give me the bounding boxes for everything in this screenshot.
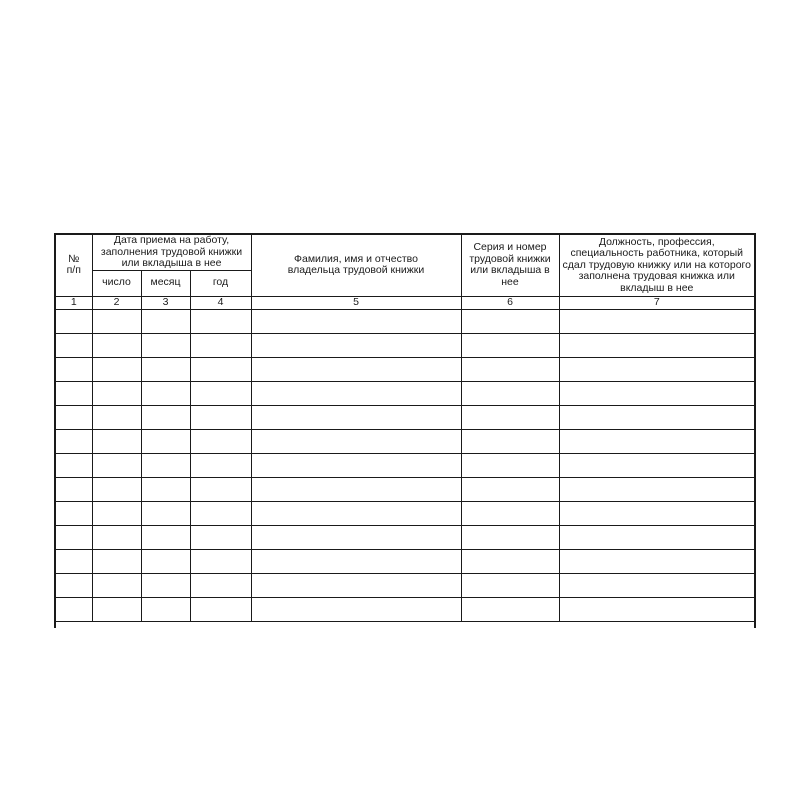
table-row: [56, 501, 754, 525]
table-cell[interactable]: [251, 525, 461, 549]
table-row: [56, 597, 754, 621]
table-cell[interactable]: [190, 573, 251, 597]
table-row: [56, 573, 754, 597]
table-row: [56, 525, 754, 549]
header-position-label: Должность, профессия, специальность работника, который сдал трудовую книжку или на которого заполнена трудовая книжка или вкладыш в нее: [562, 235, 751, 294]
header-month-label: месяц: [150, 276, 181, 289]
table-cell[interactable]: [141, 573, 190, 597]
table-cell[interactable]: [251, 453, 461, 477]
table-body: [56, 309, 754, 621]
table-cell[interactable]: [92, 501, 141, 525]
table-cell[interactable]: [251, 309, 461, 333]
table-cell[interactable]: [56, 477, 92, 501]
table-row: [56, 309, 754, 333]
table-cell[interactable]: [56, 453, 92, 477]
header-month: [141, 270, 190, 296]
table-header: [56, 235, 754, 309]
table-cell[interactable]: [251, 357, 461, 381]
table-cell[interactable]: [559, 405, 754, 429]
table-cell[interactable]: [559, 477, 754, 501]
table-cell[interactable]: [251, 501, 461, 525]
table-row: [56, 453, 754, 477]
table-cell[interactable]: [56, 597, 92, 621]
table-cell[interactable]: [56, 309, 92, 333]
table-row: [56, 381, 754, 405]
table-cell[interactable]: [190, 477, 251, 501]
table-cell[interactable]: [56, 381, 92, 405]
table-cell[interactable]: [141, 549, 190, 573]
column-number: 7: [559, 296, 754, 309]
table-cell[interactable]: [461, 573, 559, 597]
table-row: [56, 357, 754, 381]
table-cell[interactable]: [251, 597, 461, 621]
table-cell[interactable]: [251, 333, 461, 357]
table-cell[interactable]: [251, 405, 461, 429]
table-cell[interactable]: [251, 549, 461, 573]
table-cell[interactable]: [92, 333, 141, 357]
table-cell[interactable]: [251, 477, 461, 501]
table-cell[interactable]: [461, 453, 559, 477]
table-cell[interactable]: [190, 333, 251, 357]
table-cell[interactable]: [251, 381, 461, 405]
header-full-name-label: Фамилия, имя и отчество владельца трудовой книжки: [287, 252, 425, 277]
table-cell[interactable]: [559, 429, 754, 453]
table-cell[interactable]: [190, 429, 251, 453]
table-cell[interactable]: [559, 501, 754, 525]
header-date-group-label: Дата приема на работу, заполнения трудовой книжки или вкладыша в нее: [100, 235, 243, 269]
table-cell[interactable]: [141, 477, 190, 501]
table-cell[interactable]: [92, 405, 141, 429]
table-cell[interactable]: [141, 309, 190, 333]
column-numbers-row: [56, 296, 754, 309]
header-row-number-label: № п/п: [66, 252, 81, 277]
table-cell[interactable]: [92, 381, 141, 405]
table-cell[interactable]: [56, 573, 92, 597]
header-day: [92, 270, 141, 296]
table-cell[interactable]: [92, 573, 141, 597]
header-series-number: [461, 235, 559, 296]
table-row: [56, 333, 754, 357]
table-cell[interactable]: [559, 573, 754, 597]
table-cell[interactable]: [141, 453, 190, 477]
table-cell[interactable]: [190, 525, 251, 549]
table-cell[interactable]: [461, 357, 559, 381]
table-cell[interactable]: [461, 549, 559, 573]
table-cell[interactable]: [559, 309, 754, 333]
header-year: [190, 270, 251, 296]
table-cell[interactable]: [461, 333, 559, 357]
table-cell[interactable]: [56, 525, 92, 549]
table-cell[interactable]: [559, 525, 754, 549]
column-number: 4: [190, 296, 251, 309]
table-cell[interactable]: [141, 501, 190, 525]
table-cell[interactable]: [190, 453, 251, 477]
table-cell[interactable]: [92, 549, 141, 573]
table-cell[interactable]: [56, 405, 92, 429]
table-cell[interactable]: [92, 453, 141, 477]
table-cell[interactable]: [559, 597, 754, 621]
header-row-number: [56, 235, 92, 296]
table-cell[interactable]: [461, 405, 559, 429]
column-number: 1: [56, 296, 92, 309]
table-cell[interactable]: [190, 309, 251, 333]
header-full-name: [251, 235, 461, 296]
table-cell[interactable]: [92, 525, 141, 549]
table-cell[interactable]: [190, 357, 251, 381]
table-row: [56, 429, 754, 453]
table-cell[interactable]: [141, 525, 190, 549]
table-cell[interactable]: [92, 429, 141, 453]
table-cell[interactable]: [559, 381, 754, 405]
table-cell[interactable]: [141, 381, 190, 405]
table-cell[interactable]: [92, 357, 141, 381]
table-cell[interactable]: [251, 429, 461, 453]
table-cell[interactable]: [56, 333, 92, 357]
column-number: 6: [461, 296, 559, 309]
table-cell[interactable]: [559, 549, 754, 573]
table-cell[interactable]: [56, 549, 92, 573]
table-cell[interactable]: [92, 309, 141, 333]
table-cell[interactable]: [92, 597, 141, 621]
table-cell[interactable]: [461, 429, 559, 453]
table-cell[interactable]: [56, 429, 92, 453]
table-row: [56, 549, 754, 573]
table-cell[interactable]: [141, 429, 190, 453]
header-position: [559, 235, 754, 296]
table-cell[interactable]: [251, 573, 461, 597]
table-cell[interactable]: [56, 501, 92, 525]
column-number: 5: [251, 296, 461, 309]
table-cell[interactable]: [461, 477, 559, 501]
table-cell[interactable]: [190, 381, 251, 405]
register-table-frame: [54, 233, 756, 628]
table-cell[interactable]: [461, 381, 559, 405]
header-day-label: число: [102, 276, 131, 289]
table-cell[interactable]: [141, 405, 190, 429]
table-cell[interactable]: [461, 597, 559, 621]
register-table: [56, 235, 754, 622]
table-cell[interactable]: [559, 453, 754, 477]
table-row: [56, 405, 754, 429]
table-cell[interactable]: [141, 597, 190, 621]
table-cell[interactable]: [190, 597, 251, 621]
table-cell[interactable]: [56, 357, 92, 381]
table-cell[interactable]: [141, 333, 190, 357]
table-cell[interactable]: [190, 501, 251, 525]
header-date-group: [92, 235, 251, 270]
table-cell[interactable]: [461, 501, 559, 525]
table-cell[interactable]: [559, 333, 754, 357]
table-cell[interactable]: [461, 525, 559, 549]
header-year-label: год: [212, 276, 229, 289]
column-number: 2: [92, 296, 141, 309]
column-number: 3: [141, 296, 190, 309]
table-cell[interactable]: [559, 357, 754, 381]
table-cell[interactable]: [92, 477, 141, 501]
table-cell[interactable]: [190, 549, 251, 573]
table-cell[interactable]: [461, 309, 559, 333]
header-series-number-label: Серия и номер трудовой книжки или вкладыша в нее: [469, 241, 551, 288]
table-row: [56, 477, 754, 501]
table-cell[interactable]: [141, 357, 190, 381]
table-cell[interactable]: [190, 405, 251, 429]
